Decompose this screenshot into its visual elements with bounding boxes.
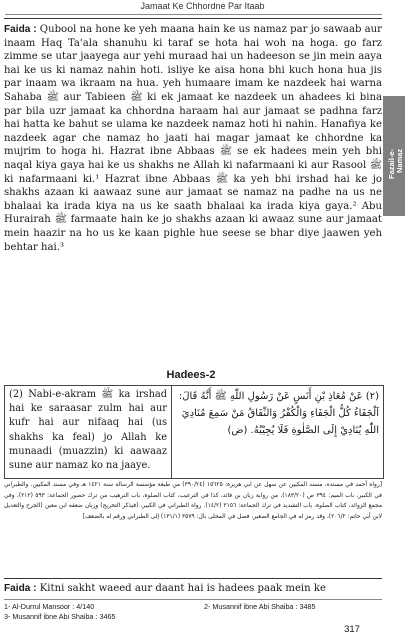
page-header: Jamaat Ke Chhordne Par Itaab — [140, 1, 265, 11]
hadees-translation: (2) Nabi-e-akram ﷺ ka irshad hai ke saraasar zulm hai aur kufr hai aur nifaaq hai (us shakhs ka feal) jo Allah ke munaadi (muazzin) ki aawaaz sune aur namaz ko na jaaye. — [9, 389, 167, 472]
footnote-2: 2- Musannif ibne Abi Shaiba : 3485 — [204, 602, 316, 611]
footnote-row — [4, 612, 382, 622]
arabic-references: [رواه أحمد في مسنده، مسند المكيين عن سهل عن ابي هريرة: ١٥٦٢٥ (٣٩٠/٢٤) من طبعة مؤسسة الرسالة سنة ١٤٢١ هـ وفي مسند المكيين. والطبراني في الكبير، باب الميم: ٣٩٤ ص (١٨٣/٢٠)، من رواية زبان بن فائد، كذا في الترغيب، كتاب الصلوة، باب الترهيب من ترك حضور الجماعة: ٥٩٣ (٢١٢)، وفي مجمع الزوائد، كتاب الصلوة، باب التشديد في ترك الجماعة: ٢١٥٦ (١٤/٢). رواه الطبراني في الكبير، (فيذكر التخريج) وزبان ضعفه ابن معين (الجرح والتعديل لابن أبي حاتم: ٢٠٦/٢)، وقد رمز له في الجامع الصغير، فصل في المحلى بال: ٣٥٧٩ (١٣١/١) إلى الطبراني ورقم له بالضعف] — [4, 482, 383, 520]
faida-label: Faida : — [4, 24, 37, 35]
footnote-1: 1- Al-Durrul Mansoor : 4/140 — [4, 602, 95, 611]
faida-2-label: Faida : — [4, 583, 37, 594]
footnotes — [4, 599, 382, 622]
hadees-arabic: (٢) عَنْ مُعَاذِ بْنِ أَنَسٍ عَنْ رَسُولِ اللّٰهِ ﷺ أَنَّهُ قَالَ: اَلْجَفَاءُ كُلُّ الْجَفَاءِ وَالْكُفْرُ وَالنِّفَاقُ مَنْ سَمِعَ مُنَادِيَ اللّٰهِ يُنَادِيْ إِلَى الصَّلٰوةِ فَلَا يُجِيْبُهُ. (ض) — [178, 391, 379, 436]
page-number: 317 — [344, 624, 360, 635]
side-tab-line1: Fazail-e- — [387, 148, 396, 179]
faida-2-section — [4, 578, 382, 595]
side-tab-label — [386, 115, 402, 195]
footnote-row — [4, 602, 382, 612]
side-tab-line2: Namaz — [395, 148, 404, 173]
hadees-divider — [171, 386, 172, 478]
hadees-heading: Hadees-2 — [166, 369, 216, 381]
faida-paragraph — [4, 19, 382, 254]
header-rule — [5, 14, 382, 15]
faida-section — [4, 18, 382, 254]
faida-2-body: Kitni sakht waeed aur daant hai is hadees paak mein ke — [36, 583, 326, 594]
hadees-box — [4, 385, 384, 479]
faida-body: Qubool na hone ke yeh maana hain ke us namaz par jo sawaab aur inaam Haq Ta'ala shanuhu ki taraf se hota hai woh na hoga. go farz zimme se utar jaayega aur yehi muraad hai un hadeeson se jin mein aaya hai ke us ki namaz nahin hoti. isliye ke aisa hona bhi kuch hona hua jis par inaam wa ikraam na hua. yeh humaare imam ke nazdeek hai warna Sahaba ﷺ aur Tabieen ﷺ ki ek jamaat ke nazdeek un ahadees ki bina par bila uzr jamaat ka chhordna haraam hai aur jamaat se padhna farz hai hatta ke bahut se ulama ke nazdeek namaz hoti hi nahin. Hanafiya ke nazdeek agar che namaz ho jaati hai magar jamaat ke chhordne ka mujrim to hoga hi. Hazrat ibne Abbaas ﷺ se ek hadees mein yeh bhi naqal kiya gaya hai ke us shakhs ne Allah ki nafarmaani ki aur Rasool ﷺ ki nafarmaani ki.¹ Hazrat ibne Abbaas ﷺ ka yeh bhi irshad hai ke jo shakhs azaan ki aawaaz sune aur jamaat se namaz na padhe na us ne bhalaai ka irada kiya na us ke saath bhalaai ka irada kiya gaya.² Abu Hurairah ﷺ farmaate hain ke jo shakhs azaan ki awaaz sune aur jamaat mein haazir na ho us ke kaan pighle hue seese se bhar diye jaawen yeh behtar hai.³ — [4, 24, 383, 253]
footnote-3: 3- Musannif ibne Abi Shaiba : 3465 — [4, 612, 116, 621]
